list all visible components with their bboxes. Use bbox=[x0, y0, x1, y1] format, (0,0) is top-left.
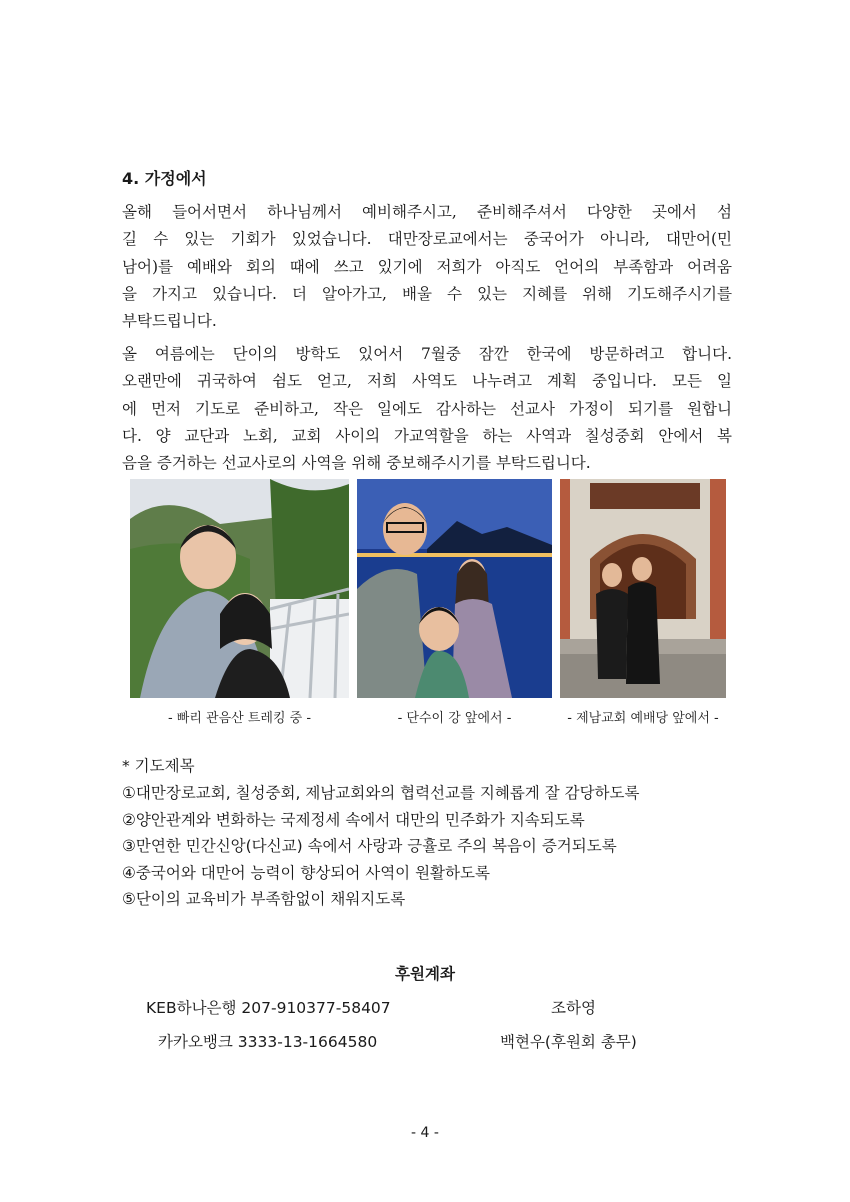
photo-church bbox=[560, 479, 726, 698]
text-line: 올 여름에는 단이의 방학도 있어서 7월중 잠깐 한국에 방문하려고 합니다. bbox=[122, 345, 732, 363]
photo-trekking bbox=[130, 479, 349, 698]
prayer-item: ⑤단이의 교육비가 부족함없이 채워지도록 bbox=[122, 890, 406, 908]
prayer-item: ①대만장로교회, 칠성중회, 제남교회와의 협력선교를 지혜롭게 잘 감당하도록 bbox=[122, 784, 640, 802]
bank-account: 카카오뱅크 3333-13-1664580 bbox=[158, 1033, 378, 1051]
text-line: 을 가지고 있습니다. 더 알아가고, 배울 수 있는 지혜를 위해 기도해주시기를 bbox=[122, 284, 732, 303]
sponsor-title: 후원계좌 bbox=[395, 965, 455, 983]
photo-caption: - 단수이 강 앞에서 - bbox=[397, 711, 512, 726]
page-number: - 4 - bbox=[411, 1125, 439, 1141]
bank-account: KEB하나은행 207-910377-58407 bbox=[146, 999, 391, 1017]
photo-caption: - 제남교회 예배당 앞에서 - bbox=[567, 711, 719, 726]
section-title: 4. 가정에서 bbox=[122, 169, 207, 188]
text-line: 에 먼저 기도로 준비하고, 작은 일에도 감사하는 선교사 가정이 되기를 원합니 bbox=[122, 399, 732, 418]
prayer-heading: * 기도제목 bbox=[122, 757, 195, 775]
prayer-list bbox=[122, 780, 639, 913]
text-line: 올해 들어서면서 하나님께서 예비해주시고, 준비해주셔서 다양한 곳에서 섬 bbox=[122, 203, 732, 221]
paragraph-summer-plan bbox=[122, 341, 732, 477]
photo-river bbox=[357, 479, 552, 698]
prayer-item: ②양안관계와 변화하는 국제정세 속에서 대만의 민주화가 지속되도록 bbox=[122, 810, 585, 829]
photo-caption: - 빠리 관음산 트레킹 중 - bbox=[167, 711, 312, 726]
account-holder: 백현우(후원회 총무) bbox=[500, 1033, 637, 1051]
text-line: 오랜만에 귀국하여 쉼도 얻고, 저희 사역도 나누려고 계획 중입니다. 모든 일 bbox=[122, 372, 732, 391]
prayer-item: ④중국어와 대만어 능력이 향상되어 사역이 원활하도록 bbox=[122, 863, 490, 882]
text-line: 남어)를 예배와 회의 때에 쓰고 있기에 저희가 아직도 언어의 부족함과 어려움 bbox=[122, 257, 732, 276]
account-holder: 조하영 bbox=[551, 999, 596, 1017]
text-line: 길 수 있는 기회가 있었습니다. 대만장로교에서는 중국어가 아니라, 대만어(민 bbox=[122, 230, 732, 249]
prayer-item: ③만연한 민간신앙(다신교) 속에서 사랑과 긍휼로 주의 복음이 증거되도록 bbox=[122, 837, 617, 855]
text-line: 음을 증거하는 선교사로의 사역을 위해 중보해주시기를 부탁드립니다. bbox=[122, 454, 591, 473]
text-line: 다. 양 교단과 노회, 교회 사이의 가교역할을 하는 사역과 칠성중회 안에서 복 bbox=[122, 426, 732, 445]
paragraph-family-ministry bbox=[122, 199, 732, 335]
text-line: 부탁드립니다. bbox=[122, 312, 217, 331]
